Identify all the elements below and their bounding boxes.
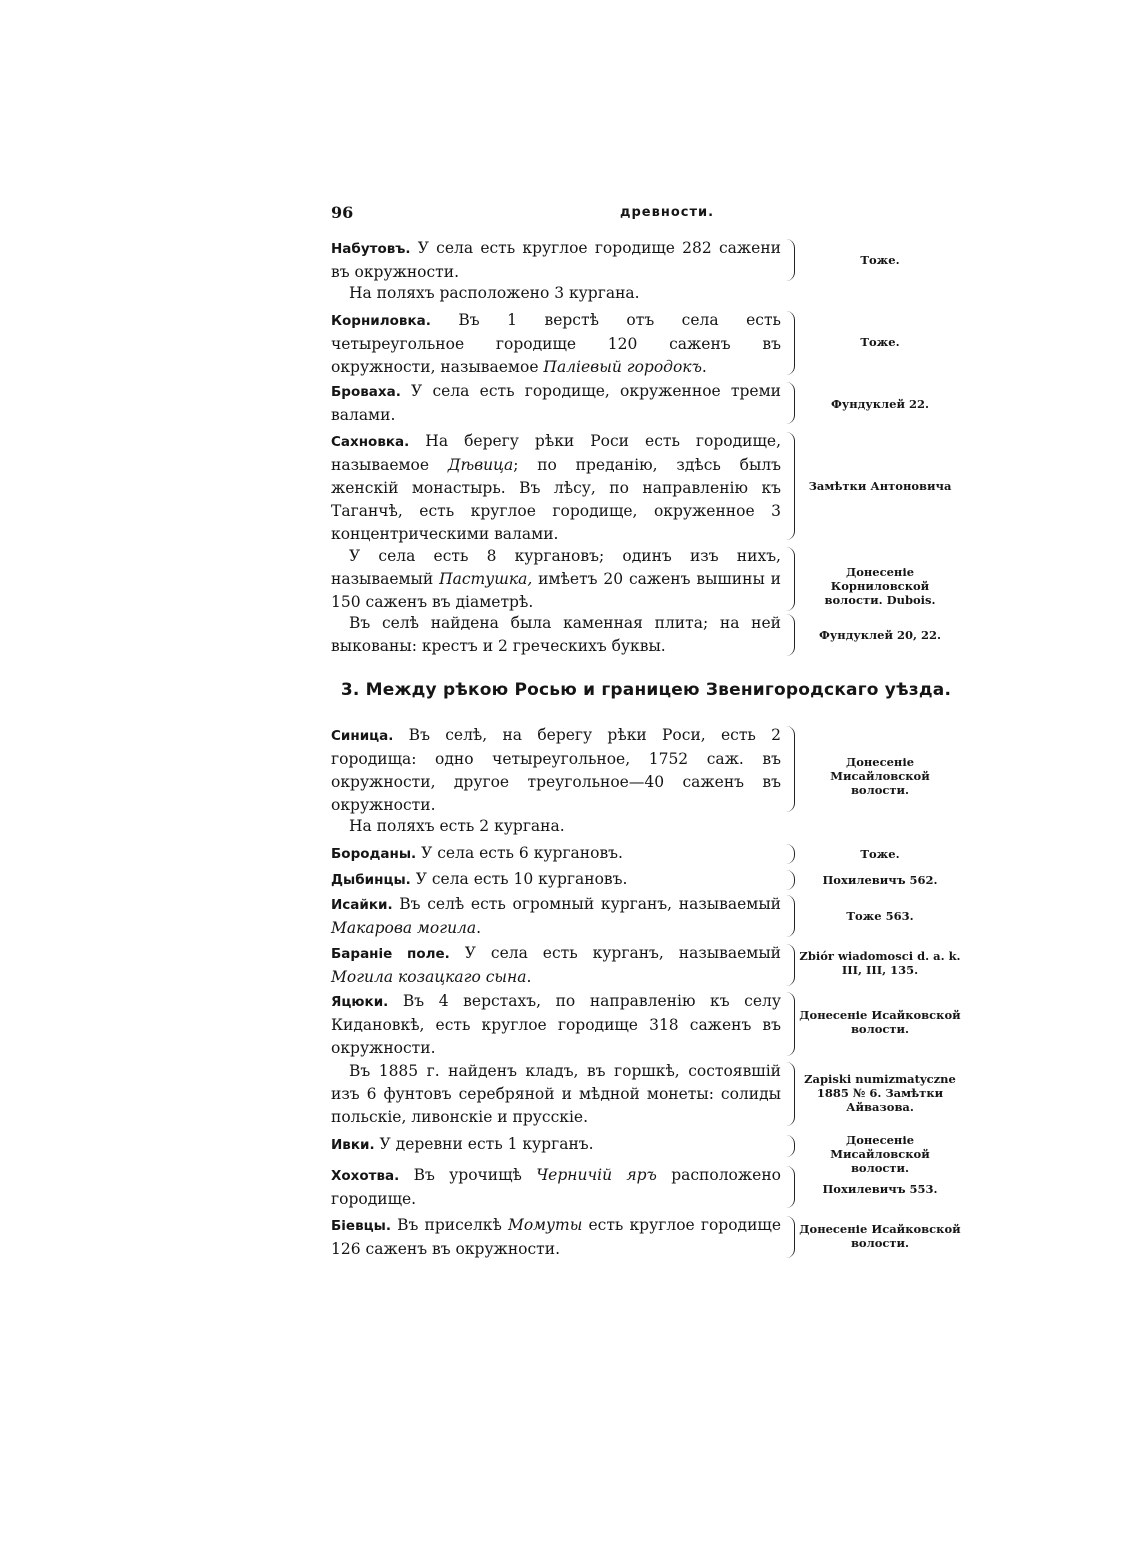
entry-body-end: .: [526, 968, 532, 986]
italic-term: Дѣвица: [447, 456, 514, 474]
place-name: Дыбинцы.: [331, 872, 411, 888]
source-line-2: волости.: [850, 1236, 910, 1250]
right-brace: [786, 311, 795, 375]
source-line-1: Донесеніе Мисайловской: [830, 755, 930, 783]
entry-text: [331, 1214, 781, 1261]
source-line-2: волости.: [850, 783, 910, 797]
source-citation: Тоже.: [860, 253, 900, 267]
place-name: Броваха.: [331, 384, 401, 400]
right-brace: [786, 382, 795, 424]
entry-plain-line: На поляхъ есть 2 кургана.: [349, 817, 565, 835]
entry-text: [331, 1060, 781, 1129]
source-line-1: Донесеніе Исайковской: [799, 1222, 961, 1236]
place-name: Синица.: [331, 728, 394, 744]
entry-plain-line: На поляхъ расположено 3 кургана.: [349, 284, 640, 302]
entry-body-end: есть круглое городище 126 саженъ въ окружности.: [331, 1216, 781, 1258]
entry-body: У села есть 10 кургановъ.: [410, 870, 628, 888]
right-brace: [786, 870, 795, 890]
place-name: Сахновка.: [331, 434, 410, 450]
place-name: Бараніе поле.: [331, 946, 450, 962]
right-brace: [786, 239, 795, 281]
entry-body-end: ; по преданію, здѣсь былъ женскій монастырь. Въ лѣсу, по направленію къ Таганчѣ, есть круглое городище, окруженное 3 концентрическими валами.: [331, 456, 781, 543]
source-citation: Тоже 563.: [846, 909, 914, 923]
right-brace: [786, 432, 795, 540]
entry-body: Въ селѣ есть огромный курганъ, называемый: [392, 895, 781, 913]
source-citation: [797, 1222, 963, 1250]
source-line-2: 1885 № 6. Замѣтки Айвазова.: [816, 1086, 944, 1114]
source-line-1: Zapiski numizmatyczne: [804, 1072, 956, 1086]
source-citation: Тоже.: [860, 335, 900, 349]
entry-body: Въ урочищѣ: [399, 1166, 537, 1184]
entry-text: [331, 237, 781, 284]
source-citation: [797, 949, 963, 977]
running-head: древности.: [620, 205, 715, 220]
place-name: Бороданы.: [331, 846, 417, 862]
entry-text: [331, 1133, 781, 1157]
right-brace: [786, 614, 795, 656]
place-name: Біевцы.: [331, 1218, 391, 1234]
source-citation: [797, 1133, 963, 1175]
right-brace: [786, 1216, 795, 1258]
entry-text: [331, 724, 781, 817]
entry-body: Въ приселкѣ: [390, 1216, 508, 1234]
section-heading: 3. Между рѣкою Росью и границею Звенигородскаго уѣзда.: [340, 680, 952, 700]
entry-body: У села есть городище, окруженное треми валами.: [331, 382, 781, 424]
right-brace: [786, 547, 795, 611]
italic-term: Пастушка,: [439, 570, 533, 588]
entry-text: [331, 380, 781, 427]
source-citation: [797, 1008, 963, 1036]
entry-text: [331, 545, 781, 614]
entry-body: У села есть 6 кургановъ.: [416, 844, 623, 862]
entry-text: [331, 1164, 781, 1211]
source-line-2: III, III, 135.: [841, 963, 919, 977]
entry-body: Въ 4 верстахъ, по направленію къ селу Кидановкѣ, есть круглое городище 318 саженъ въ окружности.: [331, 992, 781, 1057]
entry-body-end: .: [701, 358, 707, 376]
source-citation: Тоже.: [860, 847, 900, 861]
source-citation: Замѣтки Антоновича: [808, 479, 952, 493]
entry-body: У села есть курганъ, называемый: [449, 944, 781, 962]
italic-term: Паліевый городокъ: [543, 358, 702, 376]
italic-term: Могила козацкаго сына: [331, 968, 527, 986]
place-name: Набутовъ.: [331, 241, 411, 257]
entry-text: [331, 842, 781, 866]
source-line-1: Донесеніе Исайковской: [799, 1008, 961, 1022]
entry-body: У деревни есть 1 курганъ.: [374, 1135, 594, 1153]
place-name: Корниловка.: [331, 313, 431, 329]
right-brace: [786, 895, 795, 937]
entry-text: [331, 942, 781, 989]
source-citation: Похилевичъ 562.: [822, 873, 938, 887]
source-citation: [797, 755, 963, 797]
source-citation: [797, 1072, 963, 1114]
right-brace: [786, 992, 795, 1056]
italic-term: Черничій яръ: [536, 1166, 657, 1184]
right-brace: [786, 944, 795, 986]
italic-term: Момуты: [507, 1216, 583, 1234]
entry-body-end: .: [476, 919, 482, 937]
place-name: Яцюки.: [331, 994, 389, 1010]
entry-text: [331, 430, 781, 546]
right-brace: [786, 726, 795, 812]
source-line-1: Донесеніе Корниловской: [830, 565, 930, 593]
source-line-1: Zbiór wiadomosci d. a. k.: [799, 949, 961, 963]
source-citation: [797, 565, 963, 607]
right-brace: [786, 1062, 795, 1126]
place-name: Ивки.: [331, 1137, 375, 1153]
page-number: 96: [331, 203, 354, 222]
source-line-2: волости.: [850, 1022, 910, 1036]
source-citation: Фундуклей 20, 22.: [819, 628, 941, 642]
entry-text: [331, 990, 781, 1060]
entry-body: На берегу рѣки Роси есть городище, называемое: [331, 432, 781, 474]
entry-body-end: расположено городище.: [331, 1166, 781, 1208]
right-brace: [786, 844, 795, 864]
entry-body-end: имѣетъ 20 саженъ вышины и 150 саженъ въ діаметрѣ.: [331, 570, 781, 611]
source-line-2: волости. Dubois.: [824, 593, 936, 607]
entry-text: [331, 309, 781, 379]
page-header: [331, 203, 781, 225]
right-brace: [786, 1166, 795, 1208]
entry-body: Въ селѣ, на берегу рѣки Роси, есть 2 городища: одно четыреугольное, 1752 саж. въ окружности, другое треугольное—40 саженъ въ окружности.: [331, 726, 781, 814]
source-citation: Похилевичъ 553.: [822, 1182, 938, 1196]
entry-body: Въ 1885 г. найденъ кладъ, въ горшкѣ, состоявшій изъ 6 фунтовъ серебряной и мѣдной монеты: солиды польскіе, ливонскіе и прусскіе.: [331, 1062, 781, 1126]
source-line-2: волости.: [850, 1161, 910, 1175]
source-citation: Фундуклей 22.: [831, 397, 929, 411]
entry-body: Въ 1 верстѣ отъ села есть четыреугольное городище 120 саженъ въ окружности, называемое: [331, 311, 781, 376]
right-brace: [786, 1135, 795, 1157]
italic-term: Макарова могила: [331, 919, 477, 937]
entry-body: У села есть 8 кургановъ; одинъ изъ нихъ, называемый: [331, 547, 781, 588]
entry-text: [331, 893, 781, 940]
entry-body: Въ селѣ найдена была каменная плита; на ней выкованы: крестъ и 2 греческихъ буквы.: [331, 614, 781, 655]
place-name: Хохотва.: [331, 1168, 400, 1184]
entry-text: [331, 868, 781, 892]
entry-text: [331, 612, 781, 658]
source-line-1: Донесеніе Мисайловской: [830, 1133, 930, 1161]
entry-body: У села есть круглое городище 282 сажени въ окружности.: [331, 239, 781, 281]
place-name: Исайки.: [331, 897, 393, 913]
